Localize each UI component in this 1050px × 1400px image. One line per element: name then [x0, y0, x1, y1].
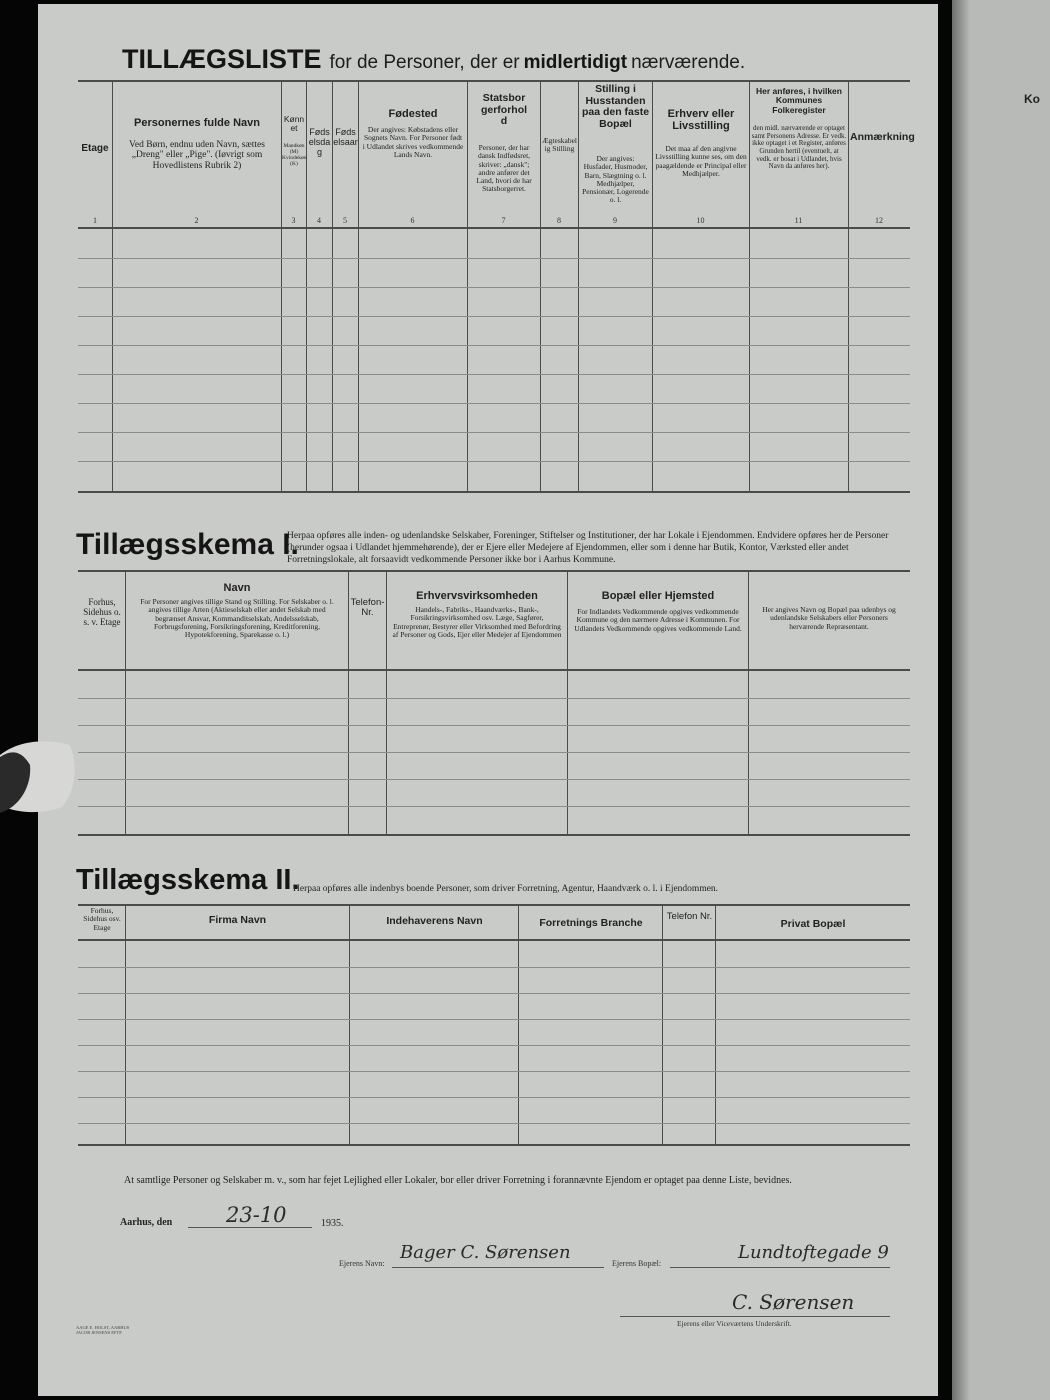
col-num: 7 [501, 216, 506, 225]
row-rule [78, 345, 910, 346]
col-fodselsdag: Fødselsdag [308, 127, 331, 157]
row-rule [78, 967, 910, 968]
col-num: 3 [291, 216, 296, 225]
s1-col-erhverv: Erhvervsvirksomheden [416, 590, 538, 602]
col-num: 6 [410, 216, 415, 225]
row-rule [78, 993, 910, 994]
col-konnet-sub: Mandkøn (M) Kvindekøn (K) [282, 143, 307, 168]
printer-mark: AAGE E. HOLST, AARHUS JACOB JENSENS EFTF. [76, 1325, 130, 1335]
col-fodested: Fødested [388, 108, 438, 120]
s2-col-firma: Firma Navn [208, 914, 267, 926]
col-fodselsaar: Fødselsaar [333, 127, 358, 147]
right-page-fragment: Ko [1024, 92, 1040, 106]
date-handwritten: 23-10 [226, 1203, 287, 1227]
row-rule [78, 316, 910, 317]
skema1-title: Tillægsskema I. [76, 528, 299, 561]
owner-name-label: Ejerens Navn: [339, 1259, 385, 1268]
row-rule [78, 1019, 910, 1020]
owner-name-handwritten: Bager C. Sørensen [400, 1242, 571, 1263]
skema1-intro: Herpaa opføres alle inden- og udenlandske Selskaber, Foreninger, Stiftelser og Institutioner, der har Lokale i Ejendommen. Endvidere opføres her de Personer (herunder ogsaa i Udlandet hjemmehørende), der er Ejere eller Medejere af Ejendommen, eller som i denne har Butik, Kontor, Værksted eller andet Forretningslokale, alt forsaavidt vedkommende Personer ikke bor i Aarhus Kommune. [287, 531, 889, 565]
s2-col-branche: Forretnings Branche [539, 917, 643, 929]
s1-col-navn-sub: For Personer angives tillige Stand og Stilling. For Selskaber o. l. angives tillige Arten (Aktieselskab eller andet Selskab med begrænset Ansvar, Kommanditselskab, Andelsselskab, Forbrugsforening, Forsikringsforening, Kreditforening, Hypotekforening, Sparekasse o. l.) [140, 597, 334, 639]
col-num: 9 [613, 216, 617, 225]
col-stilling-sub: Der angives: Husfader, Husmoder, Barn, Slægtning o. l. Medhjælper, Pensionær, Logerende o. l. [582, 154, 649, 205]
place-label: Aarhus, den [120, 1217, 173, 1228]
col-num: 10 [696, 216, 705, 225]
signature-handwritten: C. Sørensen [732, 1290, 855, 1314]
col-statsborger: Statsborgerforhold [480, 92, 528, 128]
skema2-intro: Herpaa opføres alle indenbys boende Personer, som driver Forretning, Agentur, Haandværk o. l. i Ejendommen. [293, 884, 719, 894]
col-fodested-sub: Der angives: Købstadens eller Sognets Navn. For Personer født i Udlandet skrives vedkommende Lands Navn. [362, 125, 464, 159]
col-num: 12 [875, 216, 883, 225]
col-etage: Etage [81, 143, 109, 154]
col-num: 8 [557, 216, 561, 225]
owner-address-handwritten: Lundtoftegade 9 [738, 1242, 889, 1263]
col-navn-sub: Ved Børn, endnu uden Navn, sættes „Dreng" eller „Pige". (Iøvrigt som Hovedlistens Rubrik 2) [129, 140, 265, 171]
owner-address-label: Ejerens Bopæl: [612, 1259, 662, 1268]
declaration: At samtlige Personer og Selskaber m. v., som har fejet Lejlighed eller Lokaler, bor eller driver Forretning i forannævnte Ejendom er optaget paa denne Liste, bevidnes. [124, 1175, 792, 1186]
col-anmaerkning: Anmærkning [850, 131, 915, 143]
col-erhverv: Erhverv eller Livsstilling [667, 108, 735, 133]
col-folkeregister: Her anføres, i hvilken Kommunes Folkeregister [756, 86, 842, 115]
s1-col-etage: Forhus, Sidehus o. s. v. Etage [83, 597, 121, 627]
col-folkeregister-sub: den midl. nærværende er optaget samt Personens Adresse. Er vedk. ikke optaget i et Register, anføres Grunden hertil (eventuelt, at vedk. er bosat i Udlandet, hvis Navn da anføres her). [751, 124, 847, 171]
col-statsborger-sub: Personer, der har dansk Indfødsret, skriver: „dansk"; andre anfører det Land, hvori de har Statsborgerret. [476, 143, 532, 194]
col-aegteskab: Ægteskabelig Stilling [542, 136, 577, 154]
row-rule [78, 1097, 910, 1098]
s2-col-telefon: Telefon Nr. [666, 911, 713, 922]
row-rule [78, 752, 910, 753]
col-konnet: Kønnet [283, 114, 305, 134]
col-erhverv-sub: Det maa af den angivne Livsstilling kunne ses, om den paagældende er Principal eller Medhjælper. [655, 144, 747, 178]
right-page [952, 0, 1050, 1400]
form-page [38, 4, 938, 1396]
s1-col-bopael: Bopæl eller Hjemsted [601, 590, 715, 602]
col-stilling: Stilling i Husstanden paa den faste Bopæl [581, 83, 650, 130]
row-rule [78, 461, 910, 462]
row-rule [78, 725, 910, 726]
col-num: 11 [794, 216, 803, 225]
s1-col-bopael-sub: For Indlandets Vedkommende opgives vedkommende Kommune og den nærmere Adresse i Kommunen. For Udlandets Vedkommende opgives vedkommende Land. [574, 607, 742, 633]
col-navn: Personernes fulde Navn [134, 117, 260, 129]
row-rule [78, 287, 910, 288]
row-rule [78, 779, 910, 780]
row-rule [78, 258, 910, 259]
row-rule [78, 698, 910, 699]
s1-col-repraesentant: Her angives Navn og Bopæl paa udenbys og udenlandske Selskabers eller Personers herværende Repræsentant. [762, 605, 896, 631]
s1-col-navn: Navn [223, 582, 251, 594]
col-num: 5 [343, 216, 347, 225]
s2-col-indehaver: Indehaverens Navn [386, 915, 483, 927]
s1-col-erhverv-sub: Handels-, Fabriks-, Haandværks-, Bank-, Forsikringsvirksomhed osv. Læge, Sagfører, Entreprenør, Bestyrer eller Virksomhed med Befordring af Personer og Gods, Ejer eller Medejer af Ejendommen [392, 605, 562, 639]
s2-col-bopael: Privat Bopæl [780, 918, 846, 930]
row-rule [78, 1123, 910, 1124]
row-rule [78, 432, 910, 433]
col-num: 4 [317, 216, 321, 225]
page-title: TILLÆGSLISTE for de Personer, der er midlertidigt nærværende. [122, 44, 746, 74]
year: 1935. [321, 1218, 344, 1229]
row-rule [78, 1071, 910, 1072]
s2-col-etage: Forhus, Sidehus osv. Etage [83, 906, 121, 932]
signature-label: Ejerens eller Viceværtens Underskrift. [677, 1319, 792, 1328]
col-num: 1 [93, 216, 97, 225]
torn-page-corner [0, 735, 80, 815]
row-rule [78, 806, 910, 807]
skema2-title: Tillægsskema II. [76, 864, 300, 896]
s1-col-telefon: Telefon-Nr. [350, 597, 385, 619]
row-rule [78, 374, 910, 375]
row-rule [78, 403, 910, 404]
row-rule [78, 1045, 910, 1046]
col-num: 2 [194, 216, 199, 225]
